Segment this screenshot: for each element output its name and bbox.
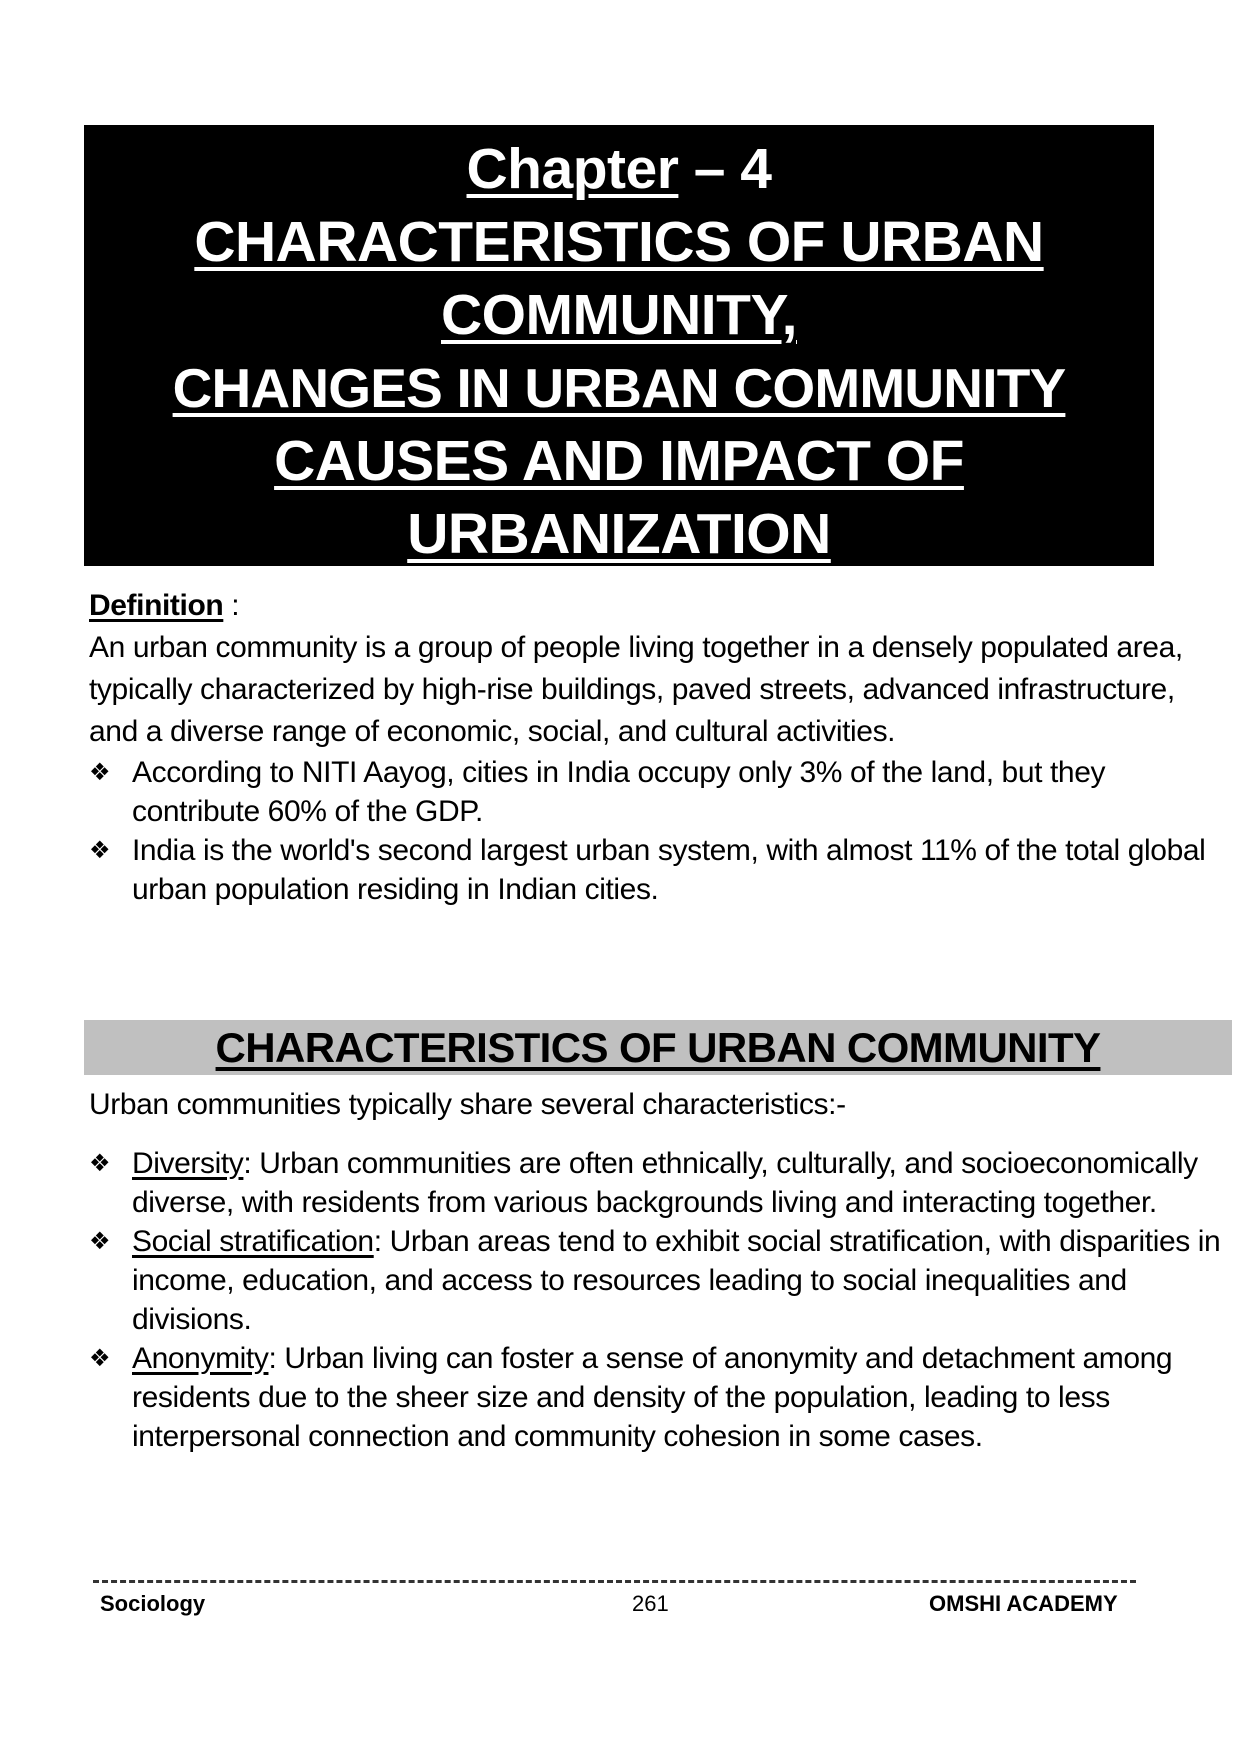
term-anonymity: Anonymity: [132, 1342, 269, 1375]
term-description: : Urban areas tend to exhibit social stratification, with disparities in income, education, and access to resources leading to social inequalities and divisions.: [132, 1225, 1221, 1336]
list-item: [89, 1144, 1229, 1222]
bullet-text: According to NITI Aayog, cities in India occupy only 3% of the land, but they contribute 60% of the GDP.: [132, 756, 1106, 828]
list-item: [89, 753, 1229, 831]
title-line: [84, 352, 1154, 425]
bullet-text: India is the world's second largest urban system, with almost 11% of the total global urban population residing in Indian cities.: [132, 834, 1206, 906]
page-footer: [0, 1591, 1240, 1621]
four-diamond-bullet-icon: ❖: [89, 758, 111, 786]
definition-section: [89, 585, 1229, 909]
chapter-title-block: [84, 125, 1154, 566]
section-heading-band: [84, 1020, 1232, 1075]
page-number: 261: [632, 1591, 669, 1616]
title-line-text: COMMUNITY,: [441, 283, 797, 347]
characteristics-section: [89, 1084, 1229, 1456]
title-line: [84, 206, 1154, 279]
footer-divider: [93, 1580, 1136, 1583]
chapter-label: Chapter: [466, 137, 679, 201]
term-description: : Urban communities are often ethnically, culturally, and socioeconomically diverse, with residents from various backgrounds living and interacting together.: [132, 1147, 1198, 1219]
term-social-stratification: Social stratification: [132, 1225, 374, 1258]
term-diversity: Diversity: [132, 1147, 244, 1180]
four-diamond-bullet-icon: ❖: [89, 1149, 111, 1177]
list-item: [89, 1339, 1229, 1456]
footer-publisher: OMSHI ACADEMY: [929, 1591, 1118, 1616]
definition-bullets: [89, 753, 1229, 909]
term-description: : Urban living can foster a sense of anonymity and detachment among residents due to the sheer size and density of the population, leading to less interpersonal connection and community cohesion in some cases.: [132, 1342, 1173, 1453]
footer-subject: Sociology: [100, 1591, 206, 1616]
characteristics-list: [89, 1144, 1229, 1456]
section-heading: CHARACTERISTICS OF URBAN COMMUNITY: [215, 1024, 1101, 1071]
four-diamond-bullet-icon: ❖: [89, 836, 111, 864]
list-item: [89, 1222, 1229, 1339]
definition-heading: [89, 585, 1229, 627]
definition-colon: :: [223, 589, 240, 622]
four-diamond-bullet-icon: ❖: [89, 1344, 111, 1372]
title-line-text: CAUSES AND IMPACT OF: [274, 429, 964, 493]
definition-text: An urban community is a group of people living together in a densely populated area, typically characterized by high-rise buildings, paved streets, advanced infrastructure, and a diverse range of economic, social, and cultural activities.: [89, 631, 1183, 748]
definition-label: Definition: [89, 589, 224, 622]
four-diamond-bullet-icon: ❖: [89, 1227, 111, 1255]
title-line: [84, 498, 1154, 571]
title-line: [84, 425, 1154, 498]
title-line: [84, 279, 1154, 352]
title-line-text: CHANGES IN URBAN COMMUNITY: [172, 357, 1066, 419]
section-intro: Urban communities typically share several characteristics:-: [89, 1088, 846, 1121]
list-item: [89, 831, 1229, 909]
chapter-number: – 4: [678, 137, 772, 201]
title-line-text: URBANIZATION: [407, 502, 831, 566]
chapter-heading: [84, 133, 1154, 206]
title-line-text: CHARACTERISTICS OF URBAN: [194, 210, 1044, 274]
